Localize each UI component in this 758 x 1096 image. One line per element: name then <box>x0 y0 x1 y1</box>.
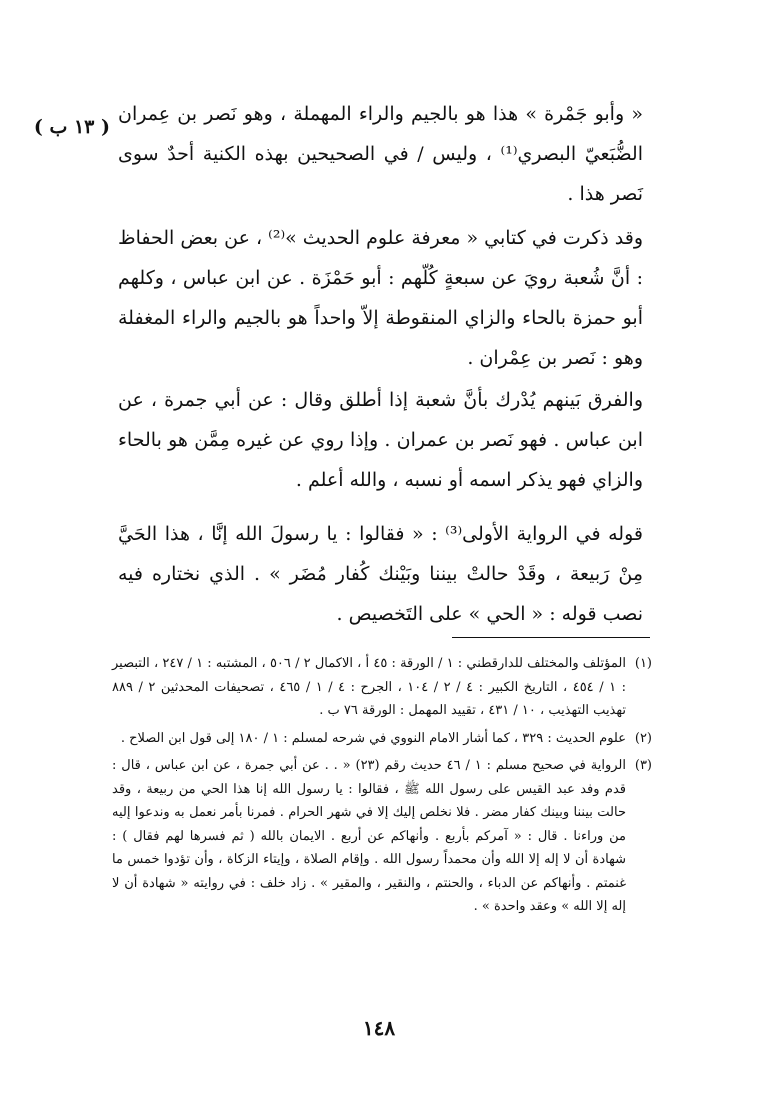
footnotes <box>112 652 652 923</box>
main-text <box>118 380 643 500</box>
footnote-number: (٢) <box>634 730 652 746</box>
main-text <box>118 94 643 214</box>
main-text <box>118 514 643 634</box>
footnote-text: علوم الحديث : ٣٢٩ ، كما أشار الامام النووي في شرحه لمسلم : ١ / ١٨٠ إلى قول ابن الصلاح . <box>120 730 626 746</box>
paragraph-first-narration: قوله في الرواية الأولى⁽³⁾ : « فقالوا : يا رسولَ الله إنَّا ، هذا الحَيَّ مِنْ رَبيعة ، وقَدْ حالتْ بيننا وبَيْنك كُفار مُضَر » . الذي نختاره فيه نصب قوله : « الحي » على التَخصيص . <box>118 523 643 625</box>
page-number: ١٤٨ <box>362 1016 396 1040</box>
footnote-separator <box>452 637 650 638</box>
main-text <box>118 218 643 378</box>
footnote <box>112 652 652 723</box>
paragraph-shuba-narrators: وقد ذكرت في كتابي « معرفة علوم الحديث »⁽²⁾ ، عن بعض الحفاظ : أنَّ شُعبة رويَ عن سبعةٍ كُلّهم : أبو حَمْزَة . عن ابن عباس ، وكلهم أبو حمزة بالحاء والزاي المنقوطة إلاّ واحداً هو بالجيم والراء المغفلة وهو : نَصر بن عِمْران . <box>118 227 643 369</box>
footnote <box>112 727 652 751</box>
margin-folio-note: ( ١٣ ب ) <box>33 116 110 138</box>
footnote-number: (٣) <box>634 758 652 773</box>
footnote-number: (١) <box>634 656 652 671</box>
footnote-text: الرواية في صحيح مسلم : ١ / ٤٦ حديث رقم (٢٣) « . . عن أبي جمرة ، عن ابن عباس ، قال : قدم وفد عبد القيس على رسول الله ﷺ ، فقالوا : يا رسول الله إنا هذا الحي من ربيعة ، وقد حالت بيننا وبينك كفار مضر . فلا نخلص إليك إلا في شهر الحرام . فمرنا بأمر نعمل به وندعوا إليه من وراءنا . قال : « آمركم بأربع . وأنهاكم عن أربع . الايمان بالله ( ثم فسرها لهم فقال ) : شهادة أن لا إله إلا الله وأن محمداً رسول الله . وإقام الصلاة ، وإيتاء الزكاة ، وأن تؤدوا خمس ما غنمتم . وأنهاكم عن الدباء ، والحنتم ، والنقير ، والمقير » . زاد خلف : في روايته « شهادة أن لا إله إلا الله » وعقد واحدة » . <box>112 758 626 914</box>
footnote <box>112 754 652 919</box>
paragraph-difference: والفرق بَينهم يُدْرك بأنَّ شعبة إذا أطلق وقال : عن أبي جمرة ، عن ابن عباس . فهو نَصر بن عمران . وإذا روي عن غيره مِمَّن هو بالحاء والزاي فهو يذكر اسمه أو نسبه ، والله أعلم . <box>118 389 643 491</box>
footnote-text: المؤتلف والمختلف للدارقطني : ١ / الورقة : ٤٥ أ ، الاكمال ٢ / ٥٠٦ ، المشتبه : ١ / ٢٤٧ ، التبصير : ١ / ٤٥٤ ، التاريخ الكبير : ٤ / ٢ / ١٠٤ ، الجرح : ٤ / ١ / ٤٦٥ ، تصحيفات المحدثين ٢ / ٨٨٩ تهذيب التهذيب ، ١٠ / ٤٣١ ، تقييد المهمل : الورقة ٧٦ ب . <box>112 656 626 718</box>
paragraph-abu-jamra: « وأبو جَمْرة » هذا هو بالجيم والراء المهملة ، وهو نَصر بن عِمران الضُّبَعيّ البصري⁽¹⁾ ، وليس / في الصحيحين بهذه الكنية أحدٌ سوى نَصر هذا . <box>118 103 643 205</box>
